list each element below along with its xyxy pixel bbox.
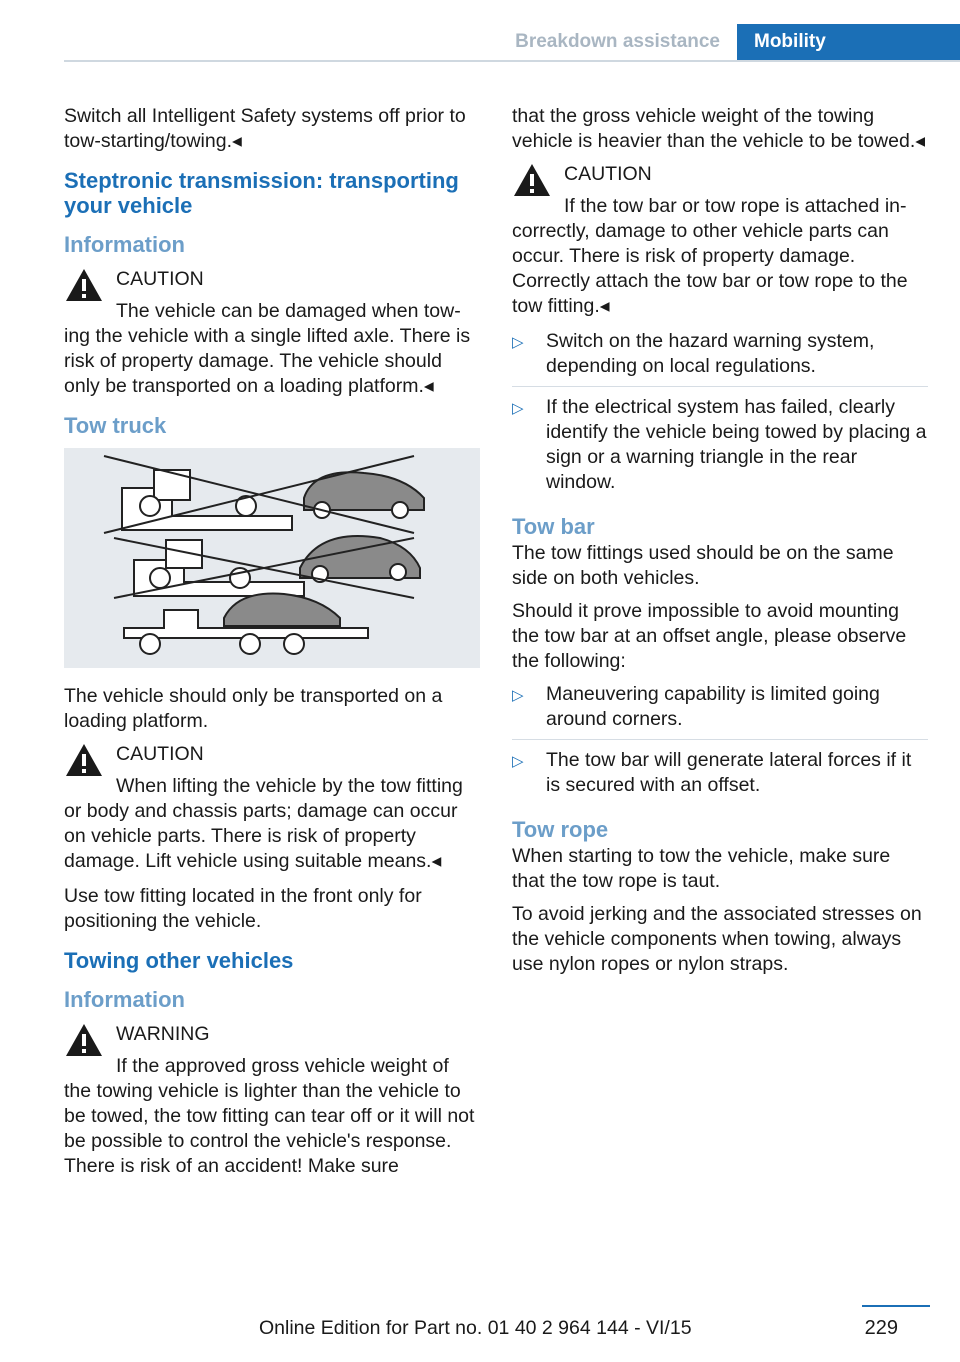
intro-paragraph: Switch all Intelligent Safety systems off prior to tow-starting/towing.◂ — [64, 105, 466, 152]
header-tab-mobility: Mobility — [737, 24, 960, 62]
truck-3-wheel-middle — [240, 634, 260, 654]
footer-rule — [862, 1305, 930, 1307]
caution-first-line: The vehicle can be damaged when tow- — [116, 300, 461, 322]
truck-2-wheel-front — [150, 568, 170, 588]
header-section-title: Breakdown assistance — [515, 31, 720, 52]
tow-truck-illustration — [64, 448, 480, 668]
caution-body: or body and chassis parts; damage can occur on vehicle parts. There is risk of property damage. Lift vehicle using suitable means.◂ — [64, 800, 458, 872]
triangle-bullet-icon: ▷ — [512, 334, 524, 351]
heading-steptronic: Steptronic transmission: transporting your vehicle — [64, 168, 459, 218]
caution-label: CAUTION — [116, 743, 204, 765]
edition-line: Online Edition for Part no. 01 40 2 964 144 - VI/15 — [259, 1317, 692, 1339]
heading-towing-other-vehicles: Towing other vehicles — [64, 948, 294, 973]
warning-first-line: If the approved gross vehicle weight of — [116, 1055, 449, 1077]
caution-first-line: When lifting the vehicle by the tow fitting — [116, 775, 463, 797]
page-number: 229 — [864, 1317, 898, 1339]
caution-first-line: If the tow bar or tow rope is attached in- — [564, 195, 907, 217]
tow-bar-paragraph-1: The tow fittings used should be on the same side on both vehicles. — [512, 542, 894, 589]
heading-information-1: Information — [64, 232, 185, 257]
tow-truck-drawing — [64, 448, 480, 668]
warning-continuation: that the gross vehicle weight of the towing vehicle is heavier than the vehicle to be towed.◂ — [512, 105, 926, 152]
caution-label: CAUTION — [564, 163, 652, 185]
right-column — [512, 104, 928, 985]
left-column — [64, 104, 482, 1189]
car-3 — [224, 594, 340, 627]
warning-body: the towing vehicle is lighter than the vehicle to be towed, the tow fitting can tear off or it will not be possible to control the vehicle's response. There is risk of an accident! Make sure — [64, 1080, 475, 1177]
warning-label: WARNING — [116, 1023, 210, 1045]
heading-tow-rope: Tow rope — [512, 817, 609, 842]
caution-block-1 — [64, 267, 482, 399]
list-item: ▷ Switch on the hazard warning system, depending on local regulations. — [512, 329, 928, 387]
heading-tow-truck: Tow truck — [64, 413, 167, 438]
warning-triangle-icon — [64, 1022, 104, 1058]
warning-triangle-icon — [512, 162, 552, 198]
warning-block — [64, 1022, 482, 1179]
heading-tow-bar: Tow bar — [512, 514, 595, 539]
list-item: ▷ Maneuvering capability is limited going around corners. — [512, 682, 928, 740]
triangle-bullet-icon: ▷ — [512, 400, 524, 417]
truck-3-wheel-front — [140, 634, 160, 654]
header-rule — [64, 60, 960, 62]
triangle-bullet-icon: ▷ — [512, 687, 524, 704]
tow-bar-list — [512, 682, 928, 805]
truck-1-cab — [154, 470, 190, 500]
truck-3-wheel-rear — [284, 634, 304, 654]
triangle-bullet-icon: ▷ — [512, 753, 524, 770]
car-1-wheel-rear — [392, 502, 408, 518]
tow-rope-paragraph-1: When starting to tow the vehicle, make sure that the tow rope is taut. — [512, 845, 891, 892]
heading-information-2: Information — [64, 987, 185, 1012]
front-fitting-paragraph: Use tow fitting located in the front only for positioning the vehicle. — [64, 885, 422, 932]
warning-triangle-icon — [64, 267, 104, 303]
caution-block-3 — [512, 162, 928, 319]
hazard-list — [512, 329, 928, 502]
caution-label: CAUTION — [116, 268, 204, 290]
caution-block-2 — [64, 742, 482, 874]
tow-bar-paragraph-2: Should it prove impossible to avoid mounting the tow bar at an offset angle, please observe the following: — [512, 600, 907, 672]
caution-body: ing the vehicle with a single lifted axle. There is risk of property damage. The vehicle should only be transported on a loading platform.◂ — [64, 325, 471, 397]
list-item: ▷ The tow bar will generate lateral forces if it is secured with an offset. — [512, 749, 912, 796]
tow-rope-paragraph-2: To avoid jerking and the associated stresses on the vehicle components when towing, always use nylon ropes or nylon straps. — [512, 903, 922, 975]
figure-caption: The vehicle should only be transported on a loading platform. — [64, 685, 443, 732]
truck-1-wheel-front — [140, 496, 160, 516]
warning-triangle-icon — [64, 742, 104, 778]
car-2-wheel-rear — [390, 564, 406, 580]
caution-body: correctly, damage to other vehicle parts can occur. There is risk of property damage. Correctly attach the tow bar or tow rope to the tow fitting.◂ — [512, 220, 908, 317]
list-item: ▷ If the electrical system has failed, clearly identify the vehicle being towed by placing a sign or a warning triangle in the rear window. — [512, 396, 927, 493]
